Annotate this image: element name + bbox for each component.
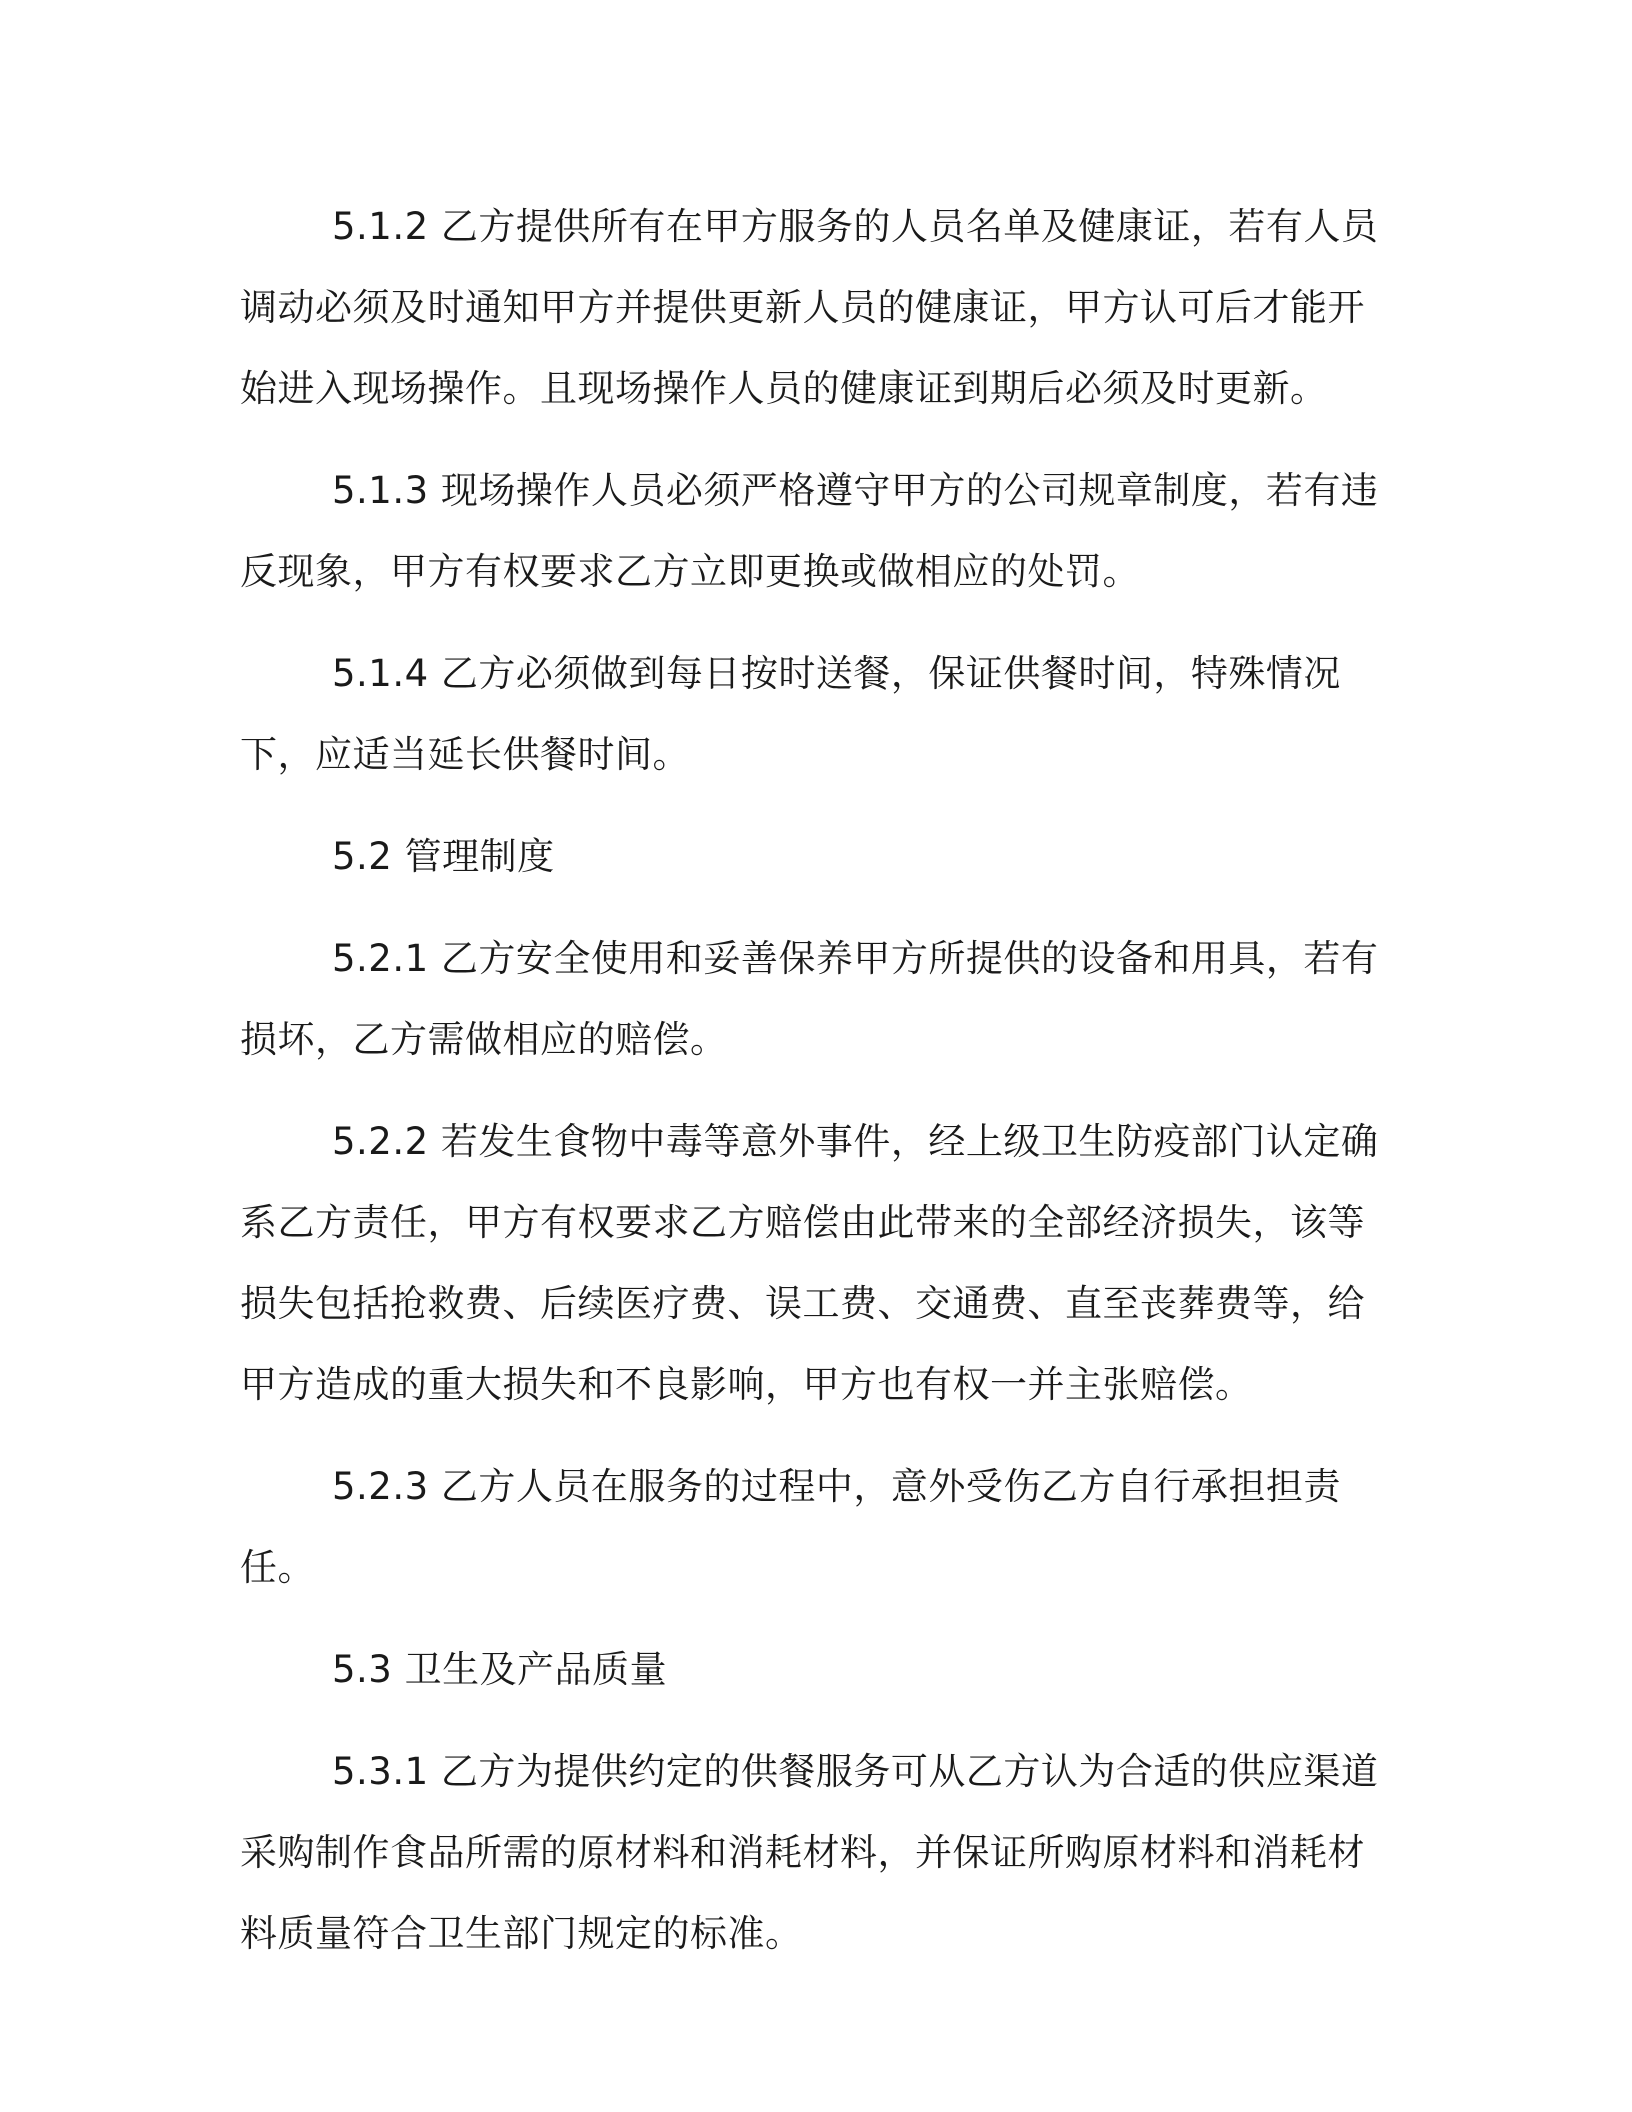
paragraph-5-1-4: 5.1.4 乙方必须做到每日按时送餐，保证供餐时间，特殊情况下，应适当延长供餐时间。 <box>240 652 1341 776</box>
paragraph-5-1-2: 5.1.2 乙方提供所有在甲方服务的人员名单及健康证，若有人员调动必须及时通知甲方并提供更新人员的健康证，甲方认可后才能开始进入现场操作。且现场操作人员的健康证到期后必须及时更新。 <box>240 205 1379 410</box>
paragraph-5-2-1: 5.2.1 乙方安全使用和妥善保养甲方所提供的设备和用具，若有损坏，乙方需做相应的赔偿。 <box>240 937 1379 1061</box>
paragraph-5-1-3: 5.1.3 现场操作人员必须严格遵守甲方的公司规章制度，若有违反现象，甲方有权要求乙方立即更换或做相应的处罚。 <box>240 469 1379 593</box>
section-heading-5-3: 5.3 卫生及产品质量 <box>332 1648 668 1691</box>
section-heading-5-2: 5.2 管理制度 <box>332 835 555 878</box>
paragraph-5-2-2: 5.2.2 若发生食物中毒等意外事件，经上级卫生防疫部门认定确系乙方责任，甲方有权要求乙方赔偿由此带来的全部经济损失，该等损失包括抢救费、后续医疗费、误工费、交通费、直至丧葬费等，给甲方造成的重大损失和不良影响，甲方也有权一并主张赔偿。 <box>240 1120 1379 1406</box>
paragraph-5-2-3: 5.2.3 乙方人员在服务的过程中，意外受伤乙方自行承担担责任。 <box>240 1465 1341 1589</box>
paragraph-5-3-1: 5.3.1 乙方为提供约定的供餐服务可从乙方认为合适的供应渠道采购制作食品所需的原材料和消耗材料，并保证所购原材料和消耗材料质量符合卫生部门规定的标准。 <box>240 1750 1379 1955</box>
document-page <box>240 186 1380 1974</box>
